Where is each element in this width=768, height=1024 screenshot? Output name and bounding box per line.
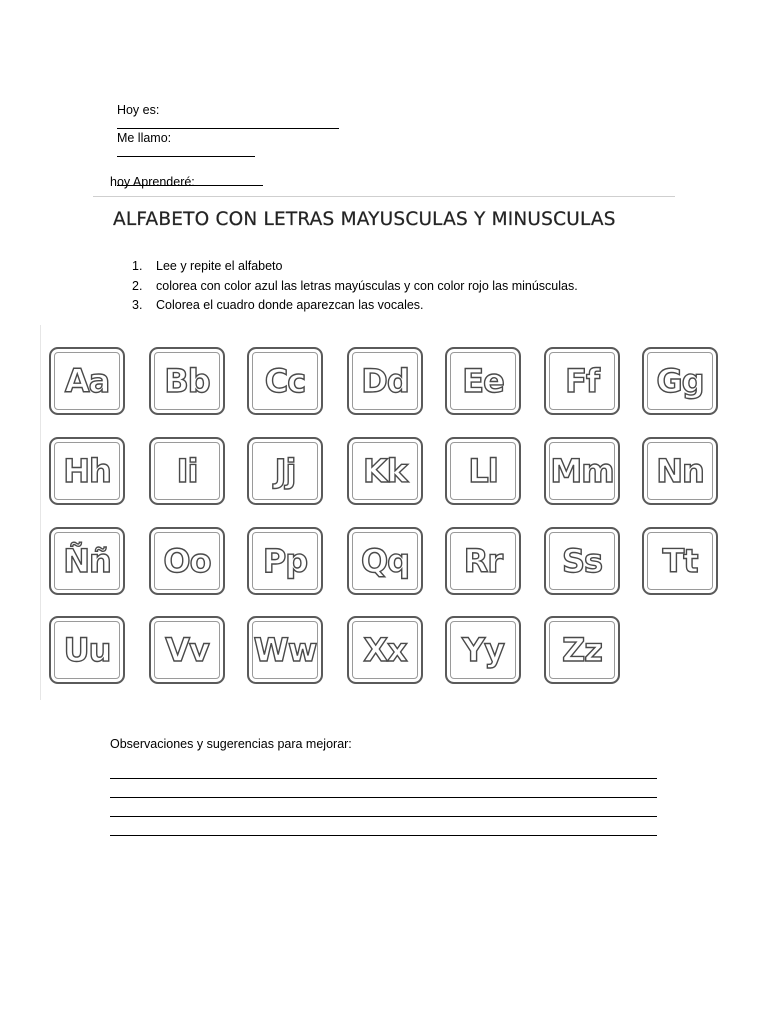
instruction-list	[132, 257, 578, 316]
letter-card[interactable]	[247, 616, 323, 684]
letter-pair: Aa	[64, 362, 110, 400]
letter-card[interactable]	[149, 527, 225, 595]
letter-card[interactable]	[642, 347, 718, 415]
letter-card[interactable]	[49, 527, 125, 595]
letter-pair: Ss	[561, 542, 603, 580]
observation-line[interactable]	[110, 816, 657, 817]
letter-pair: Gg	[656, 362, 704, 400]
instruction-text: colorea con color azul las letras mayúsculas y con color rojo las minúsculas.	[156, 278, 578, 293]
letter-pair: Ll	[468, 452, 498, 490]
letter-card[interactable]	[642, 437, 718, 505]
letter-card[interactable]	[642, 527, 718, 595]
observation-line[interactable]	[110, 797, 657, 798]
letter-card[interactable]	[347, 616, 423, 684]
letter-pair: Zz	[562, 631, 602, 669]
letter-card[interactable]	[544, 616, 620, 684]
letter-pair: Qq	[360, 542, 410, 580]
instruction-number: 1.	[132, 259, 143, 273]
instruction-item	[132, 296, 578, 316]
letter-pair: Jj	[274, 452, 296, 490]
letter-pair: Bb	[164, 362, 210, 400]
instruction-text: Colorea el cuadro donde aparezcan las vocales.	[156, 298, 424, 312]
letter-pair: Hh	[63, 452, 111, 490]
letter-card[interactable]	[544, 437, 620, 505]
letter-card[interactable]	[49, 437, 125, 505]
letter-card[interactable]	[247, 527, 323, 595]
letter-pair: Ee	[462, 362, 504, 400]
letter-pair: Ff	[565, 362, 599, 400]
letter-card[interactable]	[149, 437, 225, 505]
letter-card[interactable]	[149, 347, 225, 415]
letter-card[interactable]	[347, 347, 423, 415]
first-name-blank[interactable]	[117, 145, 255, 157]
letter-pair: Nn	[656, 452, 704, 490]
letter-pair: Oo	[163, 542, 211, 580]
letter-card[interactable]	[347, 527, 423, 595]
letter-pair: Tt	[662, 542, 698, 580]
letter-pair: Ññ	[63, 542, 111, 580]
letter-card[interactable]	[347, 437, 423, 505]
alphabet-grid	[40, 325, 734, 700]
letter-card[interactable]	[445, 527, 521, 595]
letter-card[interactable]	[49, 347, 125, 415]
observation-line[interactable]	[110, 778, 657, 779]
title-banner	[93, 196, 675, 246]
letter-pair: Uu	[63, 631, 111, 669]
observations-label: Observaciones y sugerencias para mejorar:	[110, 737, 352, 751]
worksheet-title: ALFABETO CON LETRAS MAYUSCULAS Y MINUSCULAS	[113, 209, 616, 230]
date-label: Hoy es:	[116, 103, 160, 117]
letter-pair: Xx	[363, 631, 407, 669]
letter-pair: Rr	[463, 542, 503, 580]
letter-card[interactable]	[445, 437, 521, 505]
letter-card[interactable]	[49, 616, 125, 684]
letter-card[interactable]	[544, 527, 620, 595]
instruction-item	[132, 277, 578, 297]
letter-pair: Ww	[253, 631, 317, 669]
letter-card[interactable]	[445, 347, 521, 415]
letter-pair: Pp	[262, 542, 308, 580]
letter-pair: Yy	[461, 631, 505, 669]
instruction-item	[132, 257, 578, 277]
letter-card[interactable]	[445, 616, 521, 684]
name-label: Me llamo:	[116, 131, 172, 145]
instruction-number: 2.	[132, 278, 143, 293]
letter-pair: Kk	[362, 452, 408, 490]
letter-pair: Mm	[550, 452, 614, 490]
letter-pair: Vv	[165, 631, 209, 669]
letter-card[interactable]	[149, 616, 225, 684]
observation-line[interactable]	[110, 835, 657, 836]
letter-card[interactable]	[247, 347, 323, 415]
learn-label: hoy Aprenderé:	[110, 175, 195, 189]
letter-pair: Ii	[176, 452, 198, 490]
letter-pair: Cc	[264, 362, 306, 400]
letter-card[interactable]	[544, 347, 620, 415]
instruction-number: 3.	[132, 298, 143, 312]
letter-pair: Dd	[361, 362, 409, 400]
letter-card[interactable]	[247, 437, 323, 505]
instruction-text: Lee y repite el alfabeto	[156, 259, 283, 273]
